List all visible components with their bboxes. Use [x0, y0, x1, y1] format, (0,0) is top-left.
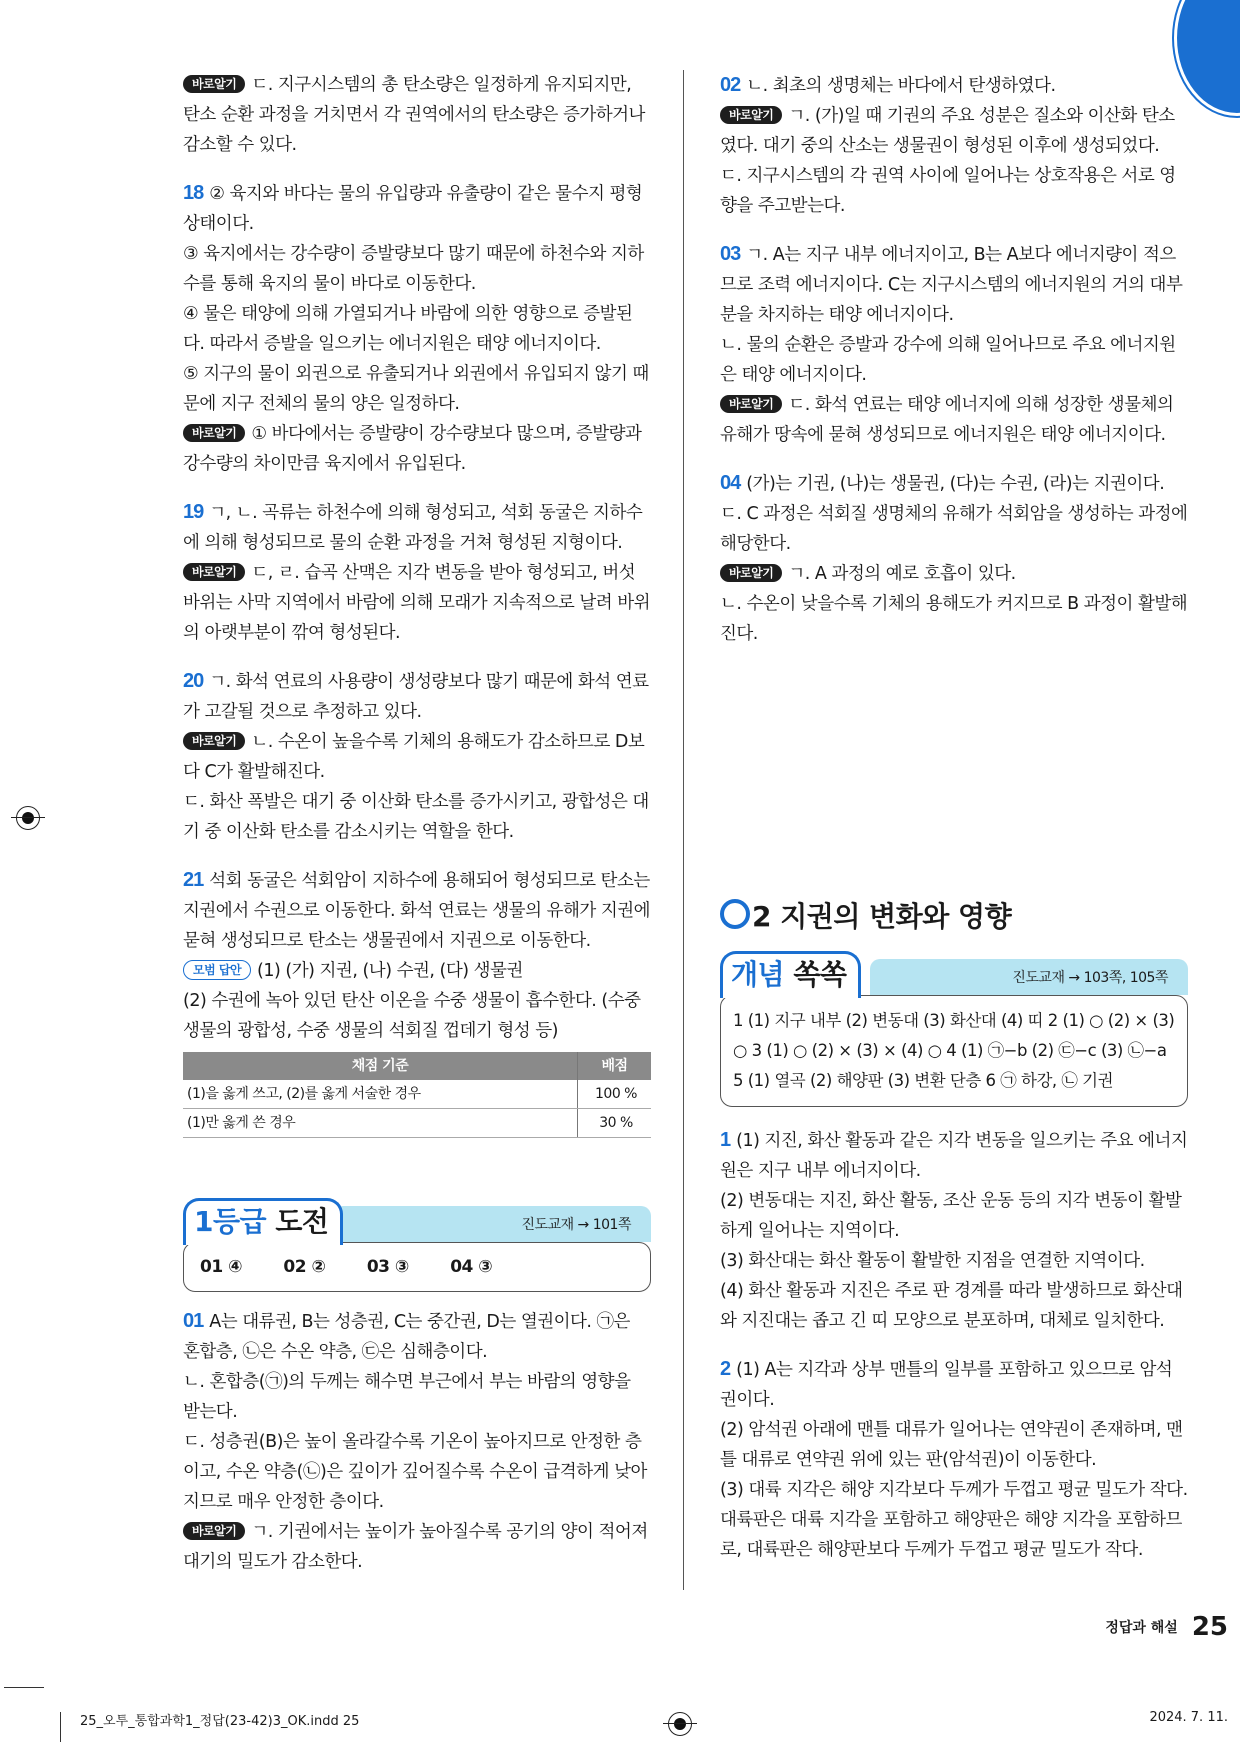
question-number: 02 — [720, 74, 741, 96]
correction-badge: 바로알기 — [183, 75, 245, 93]
challenge-answers: 01 ④ 02 ② 03 ③ 04 ③ — [183, 1242, 651, 1292]
correction-badge: 바로알기 — [720, 106, 782, 124]
file-slug: 25_오투_통합과학1_정답(23-42)3_OK.indd 25 — [80, 1714, 360, 1729]
answer-02: 02 ㄴ. 최초의 생명체는 바다에서 탄생하였다. 바로알기 ㄱ. (가)일 때 기권의 주요 성분은 질소와 이산화 탄소였다. 대기 중의 산소는 생물권이 형성된 이후에 생성되었다. ㄷ. 지구시스템의 각 권역 사이에 일어나는 상호작용은 서로 영향을 주고받는다. — [720, 74, 1176, 216]
concept-answers: 1 (1) 지구 내부 (2) 변동대 (3) 화산대 (4) 띠 2 (1) ○ (2) × (3) ○ 3 (1) ○ (2) × (3) × (4) ○ 4 (1) ㉠−b (2) ㉢−c (3) ㉡−a 5 (1) 열곡 (2) 해양판 (3) 변환 단층 6 ㉠ 하강, ㉡ 기권 — [720, 995, 1188, 1107]
page-footer: 정답과 해설 25 — [1105, 1612, 1228, 1642]
answer-18: 18 ② 육지와 바다는 물의 유입량과 유출량이 같은 물수지 평형 상태이다. ③ 육지에서는 강수량이 증발량보다 많기 때문에 하천수와 지하수를 통해 육지의 물이 바다로 이동한다. ④ 물은 태양에 의해 가열되거나 바람에 의한 영향으로 증발된다. 따라서 증발을 일으키는 에너지원은 태양 에너지이다. ⑤ 지구의 물이 외권으로 유출되거나 외권에서 유입되지 않기 때문에 지구 전체의 물의 양은 일정하다. 바로알기 ① 바다에서는 증발량이 강수량보다 많으며, 증발량과 강수량의 차이만큼 육지에서 유입된다. — [183, 182, 649, 474]
correction-badge: 바로알기 — [183, 563, 245, 581]
left-column — [183, 70, 651, 1595]
model-answer-badge: 모범 답안 — [183, 960, 251, 980]
question-number: 1 — [720, 1129, 731, 1151]
answer-19: 19 ㄱ, ㄴ. 곡류는 하천수에 의해 형성되고, 석회 동굴은 지하수에 의해 형성되므로 물의 순환 과정을 거쳐 형성된 지형이다. 바로알기 ㄷ, ㄹ. 습곡 산맥은 지각 변동을 받아 형성되고, 버섯 바위는 사막 지역에서 바람에 의해 모래가 지속적으로 날려 바위의 아랫부분이 깎여 형성된다. — [183, 501, 651, 643]
textbook-reference: 진도교재 → 101쪽 — [333, 1206, 651, 1242]
intro-answer: 바로알기 ㄷ. 지구시스템의 총 탄소량은 일정하게 유지되지만, 탄소 순환 과정을 거치면서 각 권역에서의 탄소량은 증가하거나 감소할 수 있다. — [183, 75, 645, 155]
right-column — [720, 70, 1188, 1583]
registration-mark-icon — [16, 806, 40, 830]
concept-title: 개념 쏙쏙 — [720, 951, 861, 998]
correction-badge: 바로알기 — [183, 732, 245, 750]
question-number: 03 — [720, 243, 741, 265]
question-number: 2 — [720, 1358, 731, 1380]
table-row: (1)만 옳게 쓴 경우 30 % — [183, 1109, 651, 1138]
challenge-answer-01: 01 A는 대류권, B는 성층권, C는 중간권, D는 열권이다. ㉠은 혼합층, ㉡은 수온 약층, ㉢은 심해층이다. ㄴ. 혼합층(㉠)의 두께는 해수면 부근에서 부는 바람의 영향을 받는다. ㄷ. 성층권(B)은 높이 올라갈수록 기온이 높아지므로 안정한 층이고, 수온 약층(㉡)은 깊이가 깊어질수록 수온이 급격하게 낮아지므로 매우 안정한 층이다. 바로알기 ㄱ. 기권에서는 높이가 높아질수록 공기의 양이 적어져 대기의 밀도가 감소한다. — [183, 1310, 648, 1572]
registration-mark-icon — [668, 1712, 692, 1736]
question-number: 19 — [183, 501, 204, 523]
column-divider — [683, 70, 684, 1590]
crop-mark — [60, 1712, 61, 1742]
crop-mark — [4, 1687, 44, 1688]
concept-header — [720, 951, 1188, 995]
page-number: 25 — [1191, 1612, 1228, 1642]
circle-icon — [720, 899, 750, 929]
question-number: 04 — [720, 472, 741, 494]
answer-21: 21 석회 동굴은 석회암이 지하수에 용해되어 형성되므로 탄소는 지권에서 수권으로 이동한다. 화석 연료는 생물의 유해가 지권에 묻혀 생성되므로 탄소는 생물권에서 지권으로 이동한다. 모범 답안 (1) (가) 지권, (나) 수권, (다) 생물권 (2) 수권에 녹아 있던 탄산 이온을 수중 생물이 흡수한다. (수중 생물의 광합성, 수중 생물의 석회질 껍데기 형성 등) 채점 기준 배점 (1)을 옳게 쓰고, (2)를 옳게 서술한 경우 100 % (1)만 옳게 쓴 경우 30 % — [183, 865, 651, 1138]
concept-answer-2: 2 (1) A는 지각과 상부 맨틀의 일부를 포함하고 있으므로 암석권이다. (2) 암석권 아래에 맨틀 대류가 일어나는 연약권이 존재하며, 맨틀 대류로 연약권 위에 있는 판(암석권)이 이동한다. (3) 대륙 지각은 해양 지각보다 두께가 두껍고 평균 밀도가 작다. 대륙판은 대륙 지각을 포함하고 해양판은 해양 지각을 포함하므로, 대륙판은 해양판보다 두께가 두껍고 평균 밀도가 작다. — [720, 1358, 1188, 1560]
chapter-title: 2 지권의 변화와 영향 — [720, 899, 1188, 935]
correction-badge: 바로알기 — [183, 1522, 245, 1540]
textbook-reference: 진도교재 → 103쪽, 105쪽 — [870, 959, 1188, 995]
correction-badge: 바로알기 — [720, 564, 782, 582]
question-number: 20 — [183, 670, 204, 692]
table-row: (1)을 옳게 쓰고, (2)를 옳게 서술한 경우 100 % — [183, 1080, 651, 1109]
print-date: 2024. 7. 11. — [1149, 1710, 1228, 1725]
answer-03: 03 ㄱ. A는 지구 내부 에너지이고, B는 A보다 에너지량이 적으므로 조력 에너지이다. C는 지구시스템의 에너지원의 거의 대부분을 차지하는 태양 에너지이다. ㄴ. 물의 순환은 증발과 강수에 의해 일어나므로 주요 에너지원은 태양 에너지이다. 바로알기 ㄷ. 화석 연료는 태양 에너지에 의해 성장한 생물체의 유해가 땅속에 묻혀 생성되므로 에너지원은 태양 에너지이다. — [720, 243, 1183, 445]
question-number: 01 — [183, 1310, 204, 1332]
answer-20: 20 ㄱ. 화석 연료의 사용량이 생성량보다 많기 때문에 화석 연료가 고갈될 것으로 추정하고 있다. 바로알기 ㄴ. 수온이 높을수록 기체의 용해도가 감소하므로 D보다 C가 활발해진다. ㄷ. 화산 폭발은 대기 중 이산화 탄소를 증가시키고, 광합성은 대기 중 이산화 탄소를 감소시키는 역할을 한다. — [183, 670, 649, 842]
question-number: 18 — [183, 182, 204, 204]
challenge-title: 1등급 도전 — [183, 1198, 343, 1245]
scoring-table: 채점 기준 배점 (1)을 옳게 쓰고, (2)를 옳게 서술한 경우 100 % (1)만 옳게 쓴 경우 30 % — [183, 1052, 651, 1138]
challenge-header — [183, 1198, 651, 1242]
answer-04: 04 (가)는 기권, (나)는 생물권, (다)는 수권, (라)는 지권이다. ㄷ. C 과정은 석회질 생명체의 유해가 석회암을 생성하는 과정에 해당한다. 바로알기 ㄱ. A 과정의 예로 호흡이 있다. ㄴ. 수온이 낮을수록 기체의 용해도가 커지므로 B 과정이 활발해진다. — [720, 472, 1188, 644]
question-number: 21 — [183, 869, 204, 891]
correction-badge: 바로알기 — [720, 395, 782, 413]
concept-answer-1: 1 (1) 지진, 화산 활동과 같은 지각 변동을 일으키는 주요 에너지원은 지구 내부 에너지이다. (2) 변동대는 지진, 화산 활동, 조산 운동 등의 지각 변동이 활발하게 일어나는 지역이다. (3) 화산대는 화산 활동이 활발한 지점을 연결한 지역이다. (4) 화산 활동과 지진은 주로 판 경계를 따라 발생하므로 화산대와 지진대는 좁고 긴 띠 모양으로 분포하며, 대체로 일치한다. — [720, 1129, 1188, 1331]
correction-badge: 바로알기 — [183, 424, 245, 442]
